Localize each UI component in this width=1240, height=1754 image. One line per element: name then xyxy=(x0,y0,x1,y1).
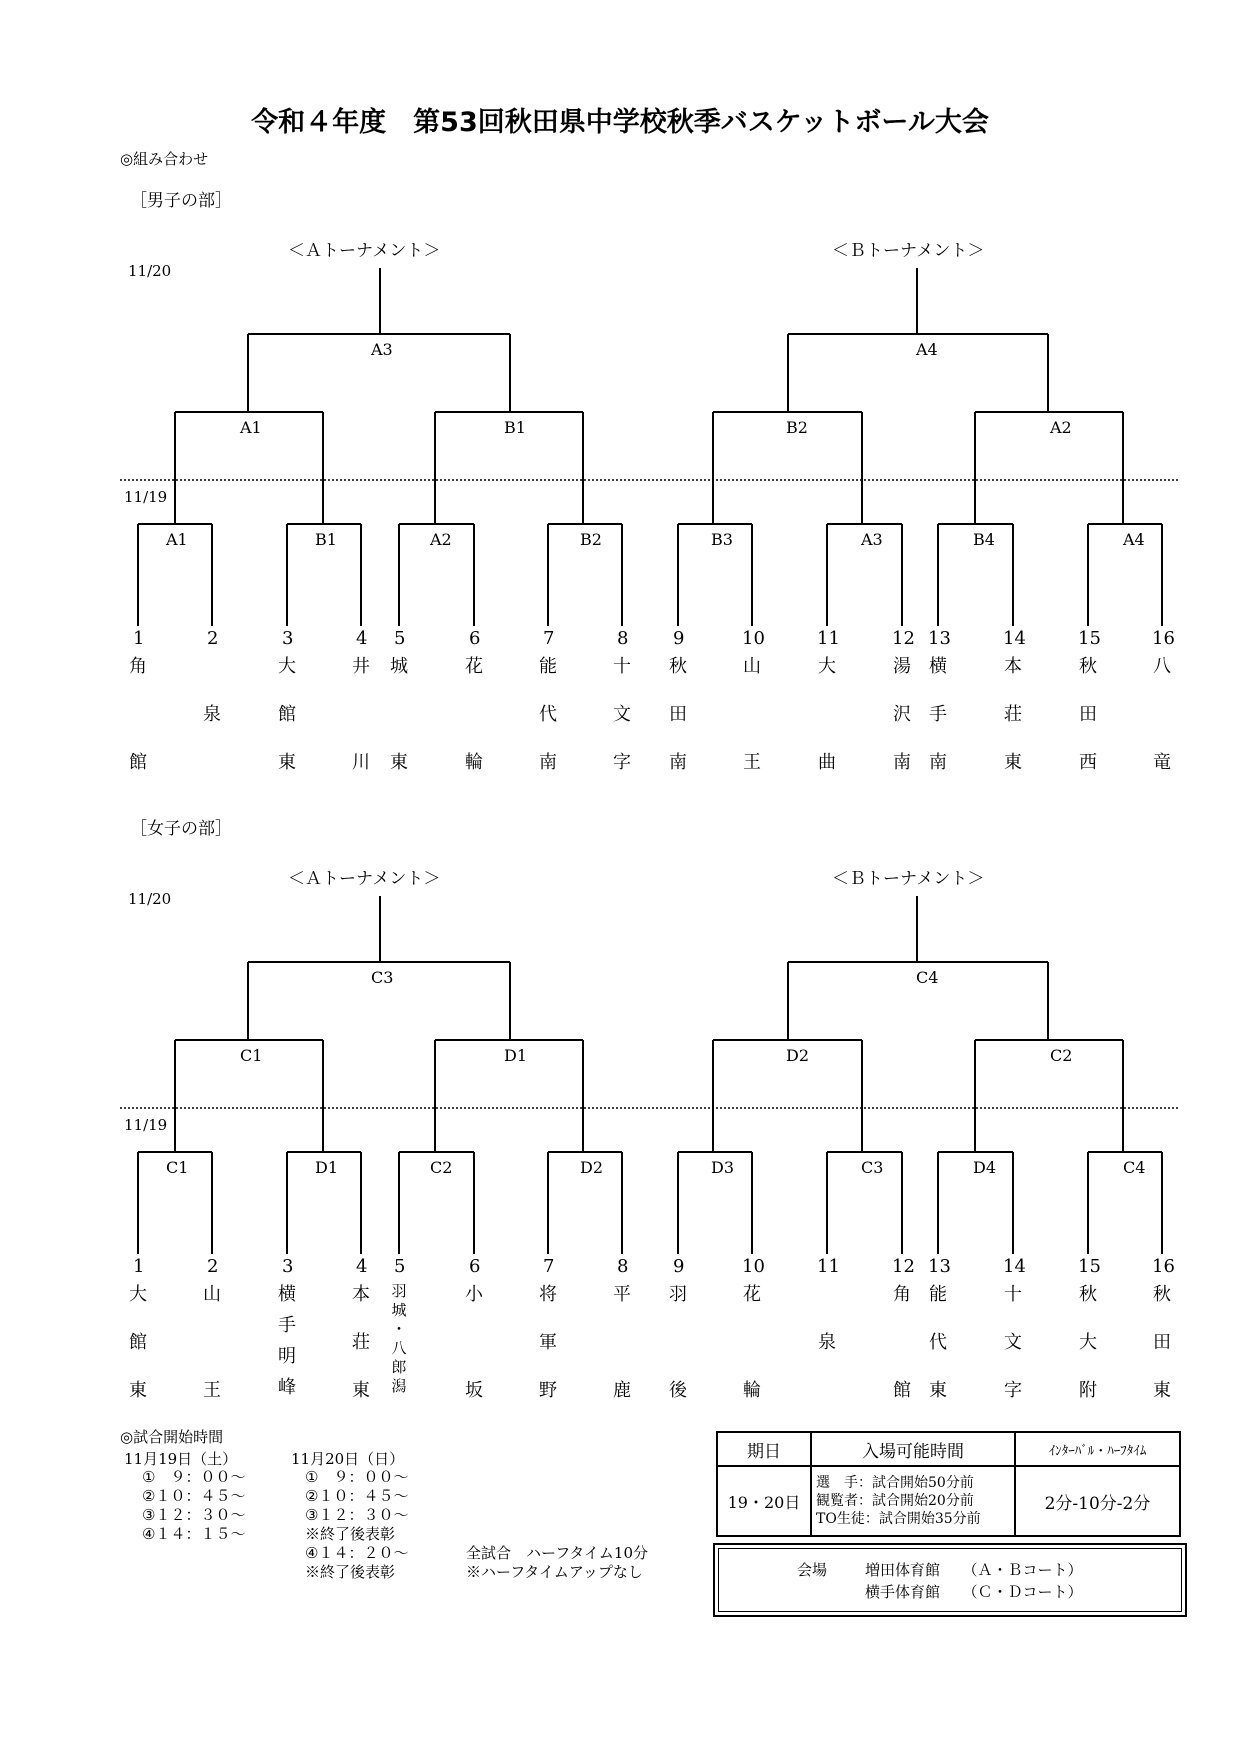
girls-team-number: 6 xyxy=(469,1256,481,1277)
boys-team-number: 14 xyxy=(1003,628,1026,649)
boys-semi-4: A2 xyxy=(1050,418,1072,437)
boys-team-number: 10 xyxy=(742,628,765,649)
page-title: 令和４年度 第53回秋田県中学校秋季バスケットボール大会 xyxy=(251,107,989,138)
girls-team-number: 8 xyxy=(617,1256,629,1277)
girls-semi-2: D1 xyxy=(504,1046,528,1065)
girls-team-name-char: 十 xyxy=(1004,1284,1022,1305)
girls-team-name-char: 小 xyxy=(465,1284,483,1305)
girls-first-8: C4 xyxy=(1123,1158,1146,1177)
girls-team-name-char: 本 xyxy=(352,1284,370,1305)
boys-team-number: 13 xyxy=(928,628,951,649)
girls-team-name-char: 代 xyxy=(929,1332,947,1353)
girls-team-number: 16 xyxy=(1152,1256,1175,1277)
boys-team-number: 4 xyxy=(356,628,368,649)
boys-first-5: B3 xyxy=(711,530,733,549)
girls-team-name-char: 明 xyxy=(278,1346,296,1367)
girls-team-name-char: 輪 xyxy=(743,1380,761,1401)
girls-team-name-char: 後 xyxy=(669,1380,687,1401)
boys-first-8: A4 xyxy=(1123,530,1145,549)
girls-team-name-char: 平 xyxy=(613,1284,631,1305)
boys-tour-b-heading: ＜Ｂトーナメント＞ xyxy=(832,241,985,261)
girls-team-number: 5 xyxy=(394,1256,406,1277)
boys-date-first: 11/19 xyxy=(124,488,168,506)
schedule-day2-line: ※終了後表彰 xyxy=(305,1525,396,1543)
girls-team-name-char: 大 xyxy=(1079,1332,1097,1353)
girls-team-number: 3 xyxy=(282,1256,294,1277)
boys-tour-a-heading: ＜Ａトーナメント＞ xyxy=(288,241,441,261)
boys-team-name-char: 代 xyxy=(539,704,557,725)
boys-label: ［男子の部］ xyxy=(130,191,232,211)
girls-tour-a-heading: ＜Ａトーナメント＞ xyxy=(288,869,441,889)
girls-team-name-char: 荘 xyxy=(352,1332,370,1353)
boys-team-name-char: 井 xyxy=(352,656,370,677)
girls-first-4: D2 xyxy=(580,1158,604,1177)
girls-final-right: C4 xyxy=(916,968,939,987)
girls-team-name-char: 潟 xyxy=(391,1377,407,1395)
girls-team-name-char: 能 xyxy=(929,1284,947,1305)
schedule-day1-label: 11月19日（土） xyxy=(124,1450,238,1468)
boys-team-name-char: 竜 xyxy=(1153,752,1171,773)
girls-team-name-char: 手 xyxy=(278,1315,296,1336)
girls-label: ［女子の部］ xyxy=(130,819,232,839)
boys-team-number: 8 xyxy=(617,628,629,649)
boys-team-name-char: 館 xyxy=(129,752,147,773)
girls-team-name-char: 泉 xyxy=(818,1332,836,1353)
boys-team-number: 15 xyxy=(1078,628,1101,649)
entry-spectators: 観覧者：試合開始20分前 xyxy=(816,1493,974,1509)
boys-first-7: B4 xyxy=(973,530,995,549)
boys-team-name-char: 横 xyxy=(929,656,947,677)
girls-team-number: 11 xyxy=(817,1256,840,1277)
header-entry-time: 入場可能時間 xyxy=(811,1432,1015,1466)
entry-time-table xyxy=(716,1431,1181,1537)
girls-semi-4: C2 xyxy=(1050,1046,1073,1065)
girls-team-name-char: 東 xyxy=(129,1380,147,1401)
girls-team-number: 12 xyxy=(892,1256,915,1277)
boys-team-name-char: 花 xyxy=(465,656,483,677)
girls-first-2: D1 xyxy=(315,1158,339,1177)
schedule-heading: ◎試合開始時間 xyxy=(120,1428,224,1446)
boys-semi-2: B1 xyxy=(504,418,526,437)
schedule-day1-times xyxy=(142,1468,245,1544)
schedule-day2-times xyxy=(305,1468,408,1582)
girls-team-name-char: 附 xyxy=(1079,1380,1097,1401)
header-interval: ｲﾝﾀｰﾊﾞﾙ・ﾊｰﾌﾀｲﾑ xyxy=(1015,1432,1180,1466)
schedule-day2-label: 11月20日（日） xyxy=(291,1450,405,1468)
girls-team-name-char: 横 xyxy=(278,1284,296,1305)
venue-line-1: 増田体育館 （Ａ・Ｂコート） xyxy=(865,1561,1083,1579)
schedule-day2-line: ※終了後表彰 xyxy=(305,1563,396,1581)
girls-team-number: 1 xyxy=(133,1256,145,1277)
boys-team-name-char: 手 xyxy=(929,704,947,725)
venue-line-2: 横手体育館 （Ｃ・Ｄコート） xyxy=(865,1583,1083,1601)
cell-interval: 2分-10分-2分 xyxy=(1015,1466,1180,1536)
boys-team-name-char: 沢 xyxy=(893,704,911,725)
girls-first-7: D4 xyxy=(973,1158,997,1177)
schedule-day1-line: ②１０：４５～ xyxy=(142,1487,246,1505)
boys-team-name-char: 文 xyxy=(613,704,631,725)
boys-team-name-char: 東 xyxy=(278,752,296,773)
boys-team-name-char: 王 xyxy=(743,752,761,773)
boys-team-name-char: 大 xyxy=(278,656,296,677)
boys-semi-1: A1 xyxy=(240,418,262,437)
girls-tour-b-heading: ＜Ｂトーナメント＞ xyxy=(832,869,985,889)
boys-team-name-char: 川 xyxy=(352,752,370,773)
boys-team-name-char: 東 xyxy=(390,752,408,773)
boys-team-name-char: 館 xyxy=(278,704,296,725)
boys-first-1: A1 xyxy=(166,530,188,549)
boys-first-2: B1 xyxy=(315,530,337,549)
girls-team-name-char: 大 xyxy=(129,1284,147,1305)
boys-team-name-char: 能 xyxy=(539,656,557,677)
entry-to-students: TO生徒：試合開始35分前 xyxy=(816,1511,981,1527)
boys-team-number: 2 xyxy=(207,628,219,649)
halftime-note: 全試合 ハーフタイム10分 xyxy=(466,1544,648,1562)
girls-team-number: 15 xyxy=(1078,1256,1101,1277)
schedule-day2-line: ④１４：２０～ xyxy=(305,1544,409,1562)
boys-team-name-char: 泉 xyxy=(203,704,221,725)
schedule-day1-line: ③１２：３０～ xyxy=(142,1506,246,1524)
boys-team-name-char: 南 xyxy=(893,752,911,773)
schedule-day2-line: ②１０：４５～ xyxy=(305,1487,409,1505)
boys-team-number: 6 xyxy=(469,628,481,649)
girls-first-3: C2 xyxy=(430,1158,453,1177)
girls-team-name-char: 館 xyxy=(129,1332,147,1353)
cell-entry-times xyxy=(811,1466,1015,1536)
boys-team-name-char: 荘 xyxy=(1004,704,1022,725)
boys-team-number: 16 xyxy=(1152,628,1175,649)
girls-team-name-char: 将 xyxy=(539,1284,557,1305)
boys-team-number: 7 xyxy=(543,628,555,649)
schedule-day1-line: ④１４：１５～ xyxy=(142,1525,246,1543)
girls-team-number: 10 xyxy=(742,1256,765,1277)
boys-date-final: 11/20 xyxy=(128,262,172,280)
girls-semi-1: C1 xyxy=(240,1046,263,1065)
boys-team-number: 12 xyxy=(892,628,915,649)
girls-team-name-char: 秋 xyxy=(1079,1284,1097,1305)
girls-team-name-char: 八 xyxy=(391,1339,407,1357)
boys-team-name-char: 十 xyxy=(613,656,631,677)
venue-box xyxy=(713,1543,1187,1617)
boys-final-left: A3 xyxy=(371,340,393,359)
boys-team-name-char: 湯 xyxy=(893,656,911,677)
girls-team-name-char: 鹿 xyxy=(613,1380,631,1401)
boys-team-name-char: 田 xyxy=(669,704,687,725)
boys-final-right: A4 xyxy=(916,340,938,359)
girls-team-name-char: 東 xyxy=(929,1380,947,1401)
girls-team-name-char: 軍 xyxy=(539,1332,557,1353)
cell-date: 19・20日 xyxy=(717,1466,811,1536)
boys-team-name-char: 南 xyxy=(539,752,557,773)
schedule-notes xyxy=(466,1544,648,1582)
girls-team-name-char: 田 xyxy=(1153,1332,1171,1353)
boys-team-name-char: 曲 xyxy=(818,752,836,773)
girls-team-name-char: 山 xyxy=(203,1284,221,1305)
boys-team-number: 11 xyxy=(817,628,840,649)
girls-date-final: 11/20 xyxy=(128,890,172,908)
girls-team-number: 7 xyxy=(543,1256,555,1277)
boys-team-name-char: 田 xyxy=(1079,704,1097,725)
boys-team-name-char: 大 xyxy=(818,656,836,677)
venue-label: 会場 xyxy=(797,1561,828,1579)
girls-team-name-char: 峰 xyxy=(278,1377,296,1398)
schedule-day1-line: ① ９：００～ xyxy=(142,1468,246,1486)
girls-team-name-char: 字 xyxy=(1004,1380,1022,1401)
boys-team-number: 3 xyxy=(282,628,294,649)
girls-first-5: D3 xyxy=(711,1158,735,1177)
boys-semi-3: B2 xyxy=(786,418,808,437)
girls-team-number: 13 xyxy=(928,1256,951,1277)
header-date: 期日 xyxy=(717,1432,811,1466)
girls-team-number: 4 xyxy=(356,1256,368,1277)
girls-team-name-char: 東 xyxy=(1153,1380,1171,1401)
boys-team-name-char: 八 xyxy=(1153,656,1171,677)
girls-team-name-char: 城 xyxy=(391,1301,407,1319)
boys-team-number: 1 xyxy=(133,628,145,649)
boys-team-name-char: 東 xyxy=(1004,752,1022,773)
girls-team-number: 14 xyxy=(1003,1256,1026,1277)
girls-first-6: C3 xyxy=(861,1158,884,1177)
boys-first-3: A2 xyxy=(430,530,452,549)
girls-team-name-char: 羽 xyxy=(669,1284,687,1305)
boys-team-name-char: 南 xyxy=(669,752,687,773)
girls-team-number: 9 xyxy=(673,1256,685,1277)
girls-team-name-char: 羽 xyxy=(391,1282,407,1300)
girls-team-name-char: 文 xyxy=(1004,1332,1022,1353)
entry-players: 選 手：試合開始50分前 xyxy=(816,1475,974,1491)
schedule-day2-line: ③１２：３０～ xyxy=(305,1506,409,1524)
girls-team-name-char: 野 xyxy=(539,1380,557,1401)
girls-team-name-char: 館 xyxy=(893,1380,911,1401)
boys-team-name-char: 輪 xyxy=(465,752,483,773)
girls-final-left: C3 xyxy=(371,968,394,987)
boys-team-number: 9 xyxy=(673,628,685,649)
halftime-up-note: ※ハーフタイムアップなし xyxy=(466,1563,643,1581)
girls-team-name-char: 東 xyxy=(352,1380,370,1401)
boys-first-6: A3 xyxy=(861,530,883,549)
girls-team-name-char: 秋 xyxy=(1153,1284,1171,1305)
boys-team-name-char: 城 xyxy=(390,656,408,677)
boys-team-name-char: 秋 xyxy=(1079,656,1097,677)
girls-team-name-char: 花 xyxy=(743,1284,761,1305)
girls-date-first: 11/19 xyxy=(124,1116,168,1134)
girls-team-name-char: 角 xyxy=(893,1284,911,1305)
boys-team-name-char: 字 xyxy=(613,752,631,773)
girls-first-1: C1 xyxy=(166,1158,189,1177)
boys-team-name-char: 西 xyxy=(1079,752,1097,773)
boys-team-name-char: 本 xyxy=(1004,656,1022,677)
girls-team-name-char: ・ xyxy=(391,1320,407,1338)
boys-team-name-char: 角 xyxy=(129,656,147,677)
boys-team-name-char: 南 xyxy=(929,752,947,773)
boys-team-name-char: 秋 xyxy=(669,656,687,677)
girls-team-name-char: 王 xyxy=(203,1380,221,1401)
section-label: ◎組み合わせ xyxy=(120,150,209,168)
boys-team-number: 5 xyxy=(394,628,406,649)
boys-first-4: B2 xyxy=(580,530,602,549)
girls-team-number: 2 xyxy=(207,1256,219,1277)
girls-team-name-char: 坂 xyxy=(465,1380,483,1401)
schedule-day2-line: ① ９：００～ xyxy=(305,1468,409,1486)
girls-team-name-char: 郎 xyxy=(391,1358,407,1376)
girls-semi-3: D2 xyxy=(786,1046,810,1065)
boys-team-name-char: 山 xyxy=(743,656,761,677)
